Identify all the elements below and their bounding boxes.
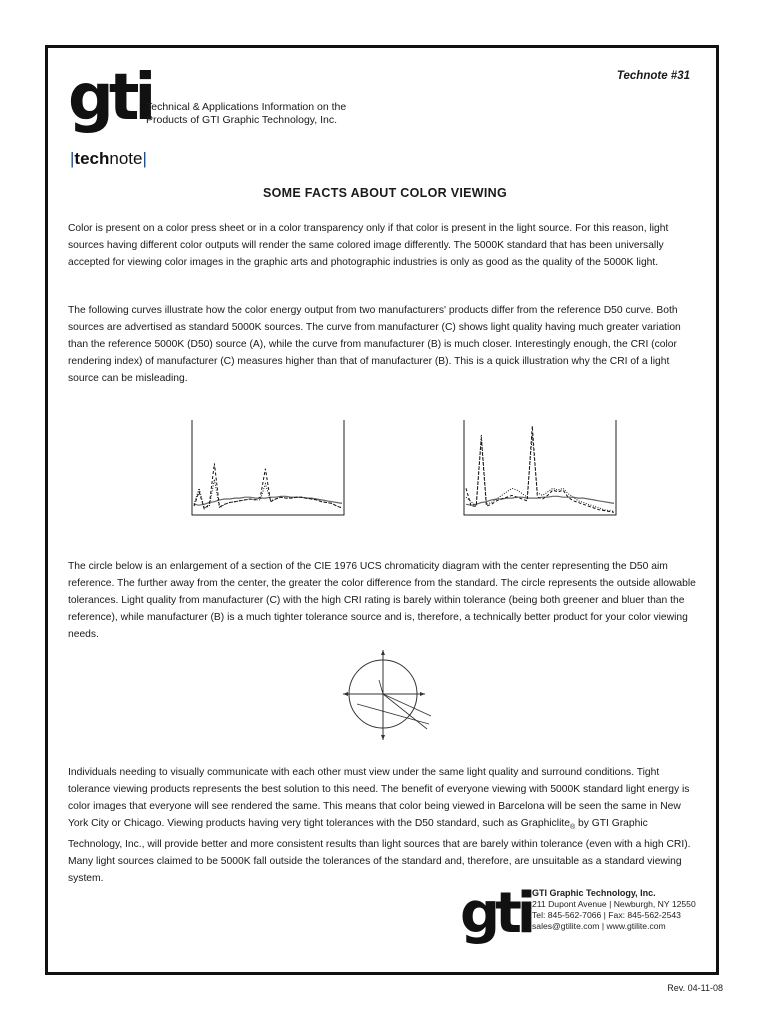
footer-company: GTI Graphic Technology, Inc. bbox=[532, 888, 656, 898]
footer-web: sales@gtilite.com | www.gtilite.com bbox=[532, 921, 666, 931]
footer-address: 211 Dupont Avenue | Newburgh, NY 12550 bbox=[532, 899, 696, 909]
page-frame bbox=[45, 45, 719, 975]
revision-date: Rev. 04-11-08 bbox=[667, 983, 723, 993]
spectral-chart-left bbox=[188, 418, 348, 523]
page-title: SOME FACTS ABOUT COLOR VIEWING bbox=[263, 186, 507, 200]
chart-frame bbox=[192, 420, 344, 515]
chart-frame bbox=[464, 420, 616, 515]
intro-line-2: Products of GTI Graphic Technology, Inc. bbox=[146, 114, 338, 126]
paragraph-4-part-2: by GTI Graphic Technology, Inc., will provide better and more consistent results than light sources that are barely within tolerance (even with a high CRI). Many light sources claimed to be 5000K fall outside the tolerances of the standard and, therefore, are unsuitable as a standard viewing system. bbox=[68, 818, 691, 885]
footer-gti-logo: gti bbox=[460, 881, 532, 946]
technote-logo-label: |technote| bbox=[70, 149, 147, 168]
footer-contact bbox=[532, 888, 696, 932]
registered-mark: ® bbox=[569, 824, 576, 832]
technote-logo-suffix: note bbox=[109, 149, 143, 168]
spectral-chart-right bbox=[460, 418, 620, 523]
footer-phone: Tel: 845-562-7066 | Fax: 845-562-2543 bbox=[532, 910, 681, 920]
paragraph-3: The circle below is an enlargement of a section of the CIE 1976 UCS chromaticity diagram with the center representing the D50 aim reference. The further away from the center, the greater the color difference from the standard. The circle represents the outside allowable tolerances. Light quality from manufacturer (C) with the high CRI rating is barely within tolerance (being both greener and bluer than the reference), while manufacturer (B) is a much tighter tolerance source and is, therefore, a technically better product for your color viewing needs. bbox=[68, 561, 696, 640]
paragraph-4 bbox=[68, 764, 696, 887]
paragraph-4-part-1: Individuals needing to visually communicate with each other must view under the same light quality and surround conditions. Tight tolerance viewing products represents the best solution to this need. The benefit of everyone viewing with 5000K standard light energy is color images that everyone will see rendered the same. This means that color being viewed in Barcelona will be seen the same in New York City or Chicago. Viewing products having very tight tolerances with the D50 standard, such as Graphiclite bbox=[68, 767, 690, 829]
technote-logo-prefix: tech bbox=[74, 149, 110, 168]
paragraph-1: Color is present on a color press sheet or in a color transparency only if that color is present in the light source. For this reason, light sources having different color outputs will render the same colored image differently. The 5000K standard that has been universally accepted for viewing color images in the graphic arts and photographic industries is only as good as the quality of the 5000K light. bbox=[68, 223, 669, 268]
gti-logo: gti bbox=[68, 61, 152, 135]
spectral-series-dashed bbox=[194, 463, 342, 508]
technote-number: Technote #31 bbox=[616, 70, 690, 82]
intro-line-1: Technical & Applications Information on the bbox=[146, 101, 347, 113]
intro-text bbox=[146, 101, 406, 127]
cie-tolerance-circle-diagram bbox=[343, 646, 433, 746]
paragraph-2: The following curves illustrate how the color energy output from two manufacturers' products differ from the reference D50 curve. Both sources are advertised as standard 5000K sources. The curve from manufacturer (C) shows light quality having much greater variation than the reference 5000K (D50) source (A), while the curve from manufacturer (B) is much closer. Interestingly enough, the CRI (color rendering index) of manufacturer (C) measures higher than that of manufacturer (B). This is a quick illustration why the CRI of a light source can be misleading. bbox=[68, 305, 681, 384]
